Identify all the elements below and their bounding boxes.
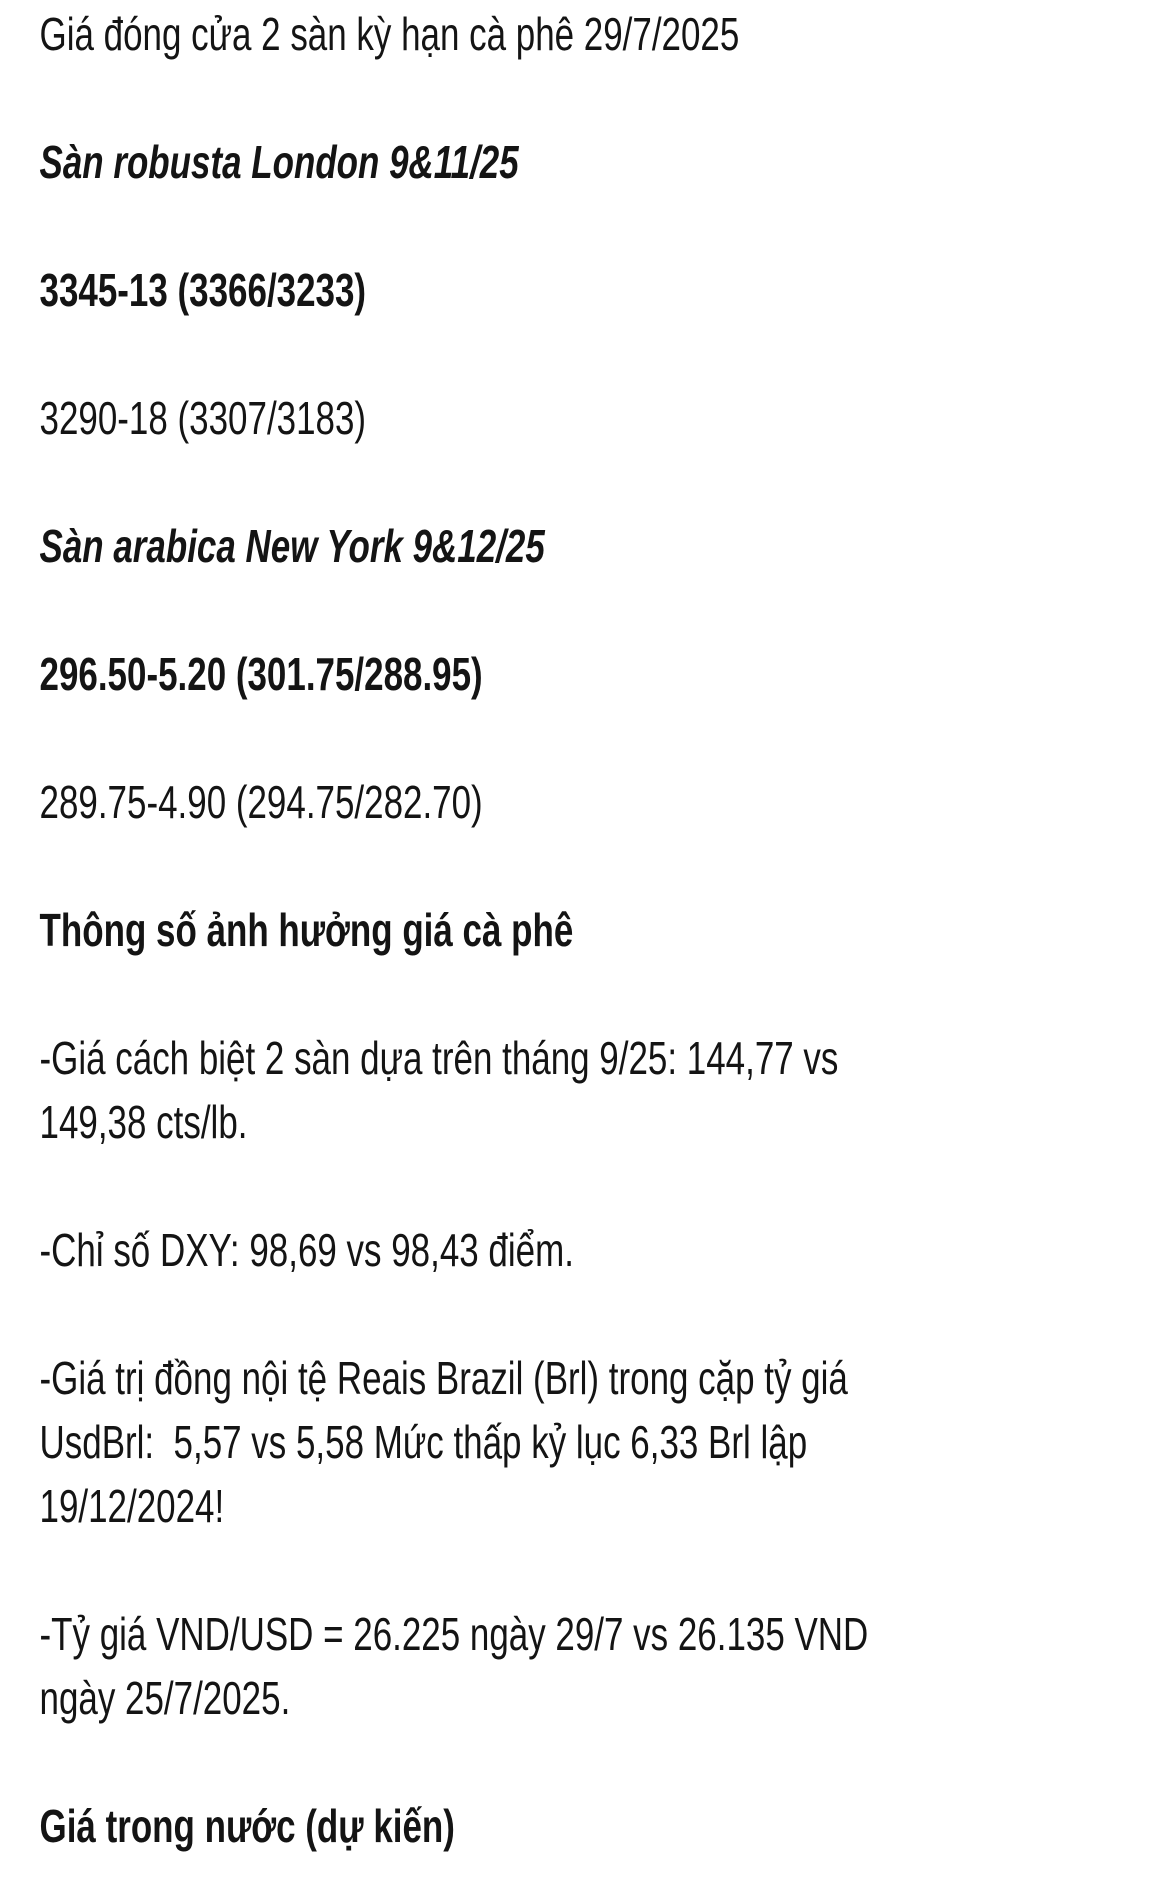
- dxy-index-note: [40, 1218, 1170, 1282]
- text-line: Sàn robusta London 9&11/25: [39, 136, 519, 188]
- text-line: 149,38 cts/lb.: [39, 1096, 248, 1148]
- vnd-usd-rate-note: [40, 1602, 1170, 1730]
- text-line: 3345-13 (3366/3233): [39, 264, 367, 316]
- text-line: -Giá cách biệt 2 sàn dựa trên tháng 9/25: 144,77 vs: [39, 1032, 839, 1084]
- price-factors-heading: [40, 898, 1170, 962]
- robusta-exchange-heading: [40, 130, 1170, 194]
- arbitrage-note: [40, 1026, 1170, 1154]
- text-line: 296.50-5.20 (301.75/288.95): [39, 648, 483, 700]
- text-line: -Tỷ giá VND/USD = 26.225 ngày 29/7 vs 26.135 VND: [39, 1608, 869, 1660]
- text-line: Giá trong nước (dự kiến): [39, 1800, 455, 1852]
- arabica-sep-close-price: [40, 642, 1170, 706]
- text-line: Sàn arabica New York 9&12/25: [39, 520, 545, 572]
- robusta-sep-close-price: [40, 258, 1170, 322]
- text-line: ngày 25/7/2025.: [39, 1672, 291, 1724]
- robusta-nov-close-price: [40, 386, 1170, 450]
- brazil-real-note: [40, 1346, 1170, 1538]
- text-line: -Giá trị đồng nội tệ Reais Brazil (Brl) trong cặp tỷ giá: [39, 1352, 848, 1404]
- arabica-exchange-heading: [40, 514, 1170, 578]
- page-title: [40, 2, 1170, 66]
- text-line: 3290-18 (3307/3183): [39, 392, 367, 444]
- arabica-dec-close-price: [40, 770, 1170, 834]
- text-line: Thông số ảnh hưởng giá cà phê: [39, 904, 574, 956]
- text-line: UsdBrl: 5,57 vs 5,58 Mức thấp kỷ lục 6,33 Brl lập: [39, 1416, 808, 1468]
- text-line: 289.75-4.90 (294.75/282.70): [39, 776, 483, 828]
- text-line: Giá đóng cửa 2 sàn kỳ hạn cà phê 29/7/2025: [39, 8, 740, 60]
- text-line: -Chỉ số DXY: 98,69 vs 98,43 điểm.: [39, 1224, 574, 1276]
- text-line: 19/12/2024!: [39, 1480, 225, 1532]
- domestic-price-heading: [40, 1794, 1170, 1858]
